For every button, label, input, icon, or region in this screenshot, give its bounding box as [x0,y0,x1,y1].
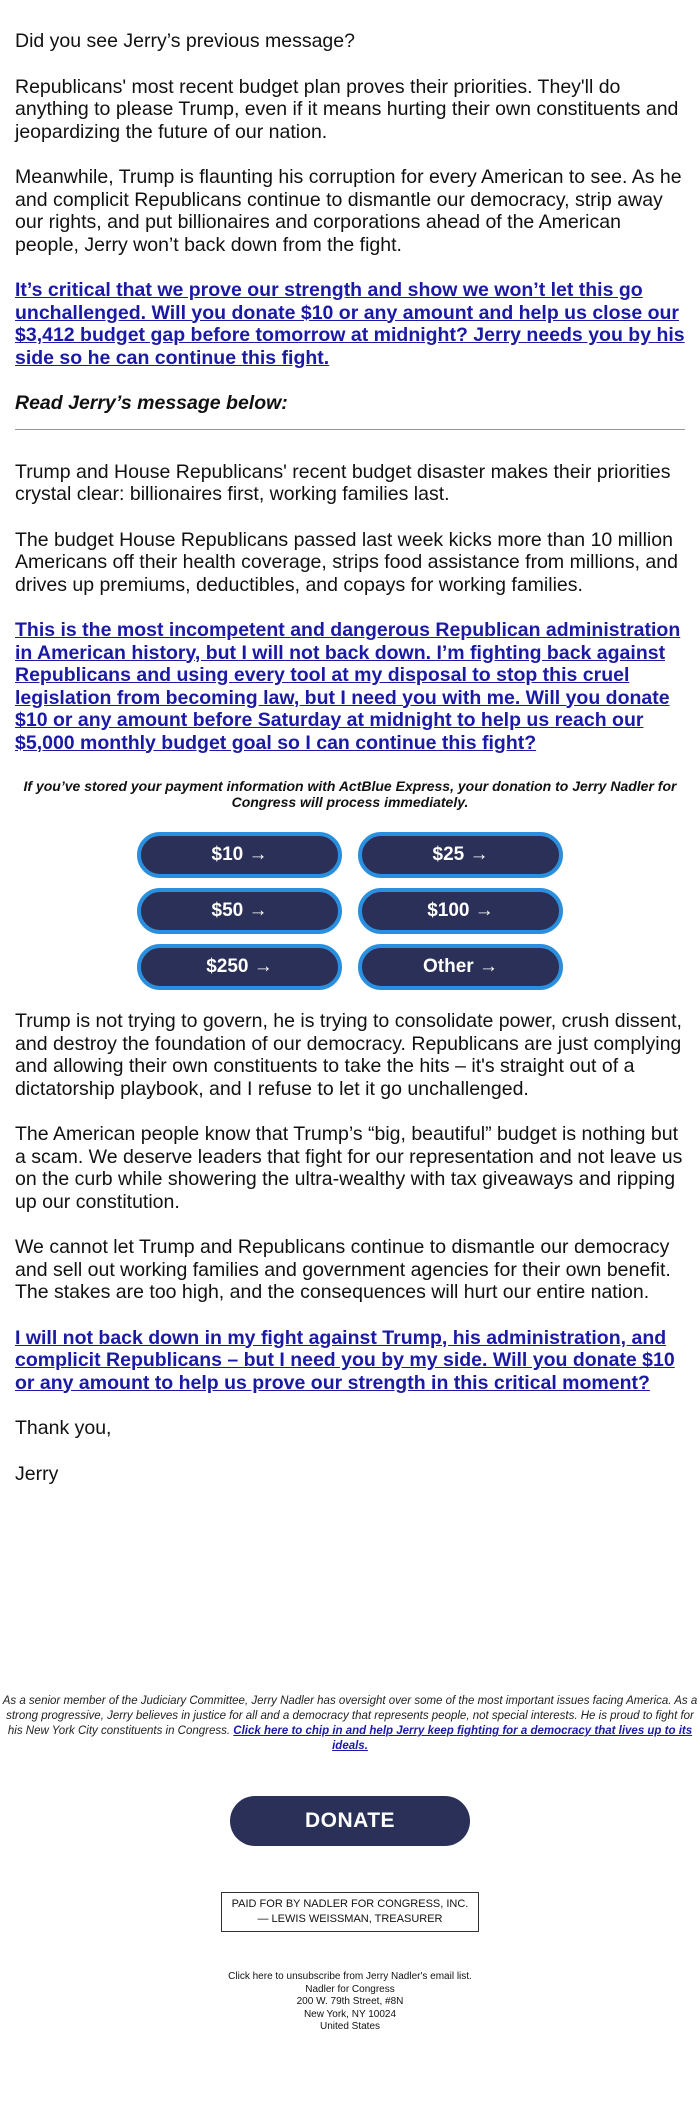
donate-button[interactable]: DONATE [230,1796,470,1846]
donation-button-grid [15,832,685,990]
footer-chip-in-link[interactable]: Click here to chip in and help Jerry keep fighting for a democracy that lives up to its ideals. [233,1725,693,1752]
org-name: Nadler for Congress [305,1983,395,1995]
intro-cta-link[interactable]: It’s critical that we prove our strength and show we won’t let this go unchallenged. Will you donate $10 or any amount and help us close our $3,412 budget gap before tomorrow at midnight? Jerry needs you by his side so he can continue this fight. [15,279,685,369]
actblue-note: If you’ve stored your payment information with ActBlue Express, your donation to Jerry Nadler for Congress will process immediately. [23,778,677,810]
country: United States [319,2021,381,2032]
paid-for-box [221,1892,479,1932]
street-address: 200 W. 79th Street, #8N [296,1996,404,2007]
signoff: Thank you, [15,1417,112,1439]
paid-for-line: PAID FOR BY NADLER FOR CONGRESS, INC. [231,1898,469,1910]
divider [15,429,685,430]
unsubscribe-link[interactable]: Click here to unsubscribe from Jerry Nadler's email list. [228,1971,472,1982]
message-cta-link[interactable]: This is the most incompetent and dangerous Republican administration in American history, but I will not back down. I’m fighting back against Republicans and using every tool at my disposal to stop this cruel legislation from becoming law, but I need you with me. Will you donate $10 or any amount before Saturday at midnight to help us reach our $5,000 monthly budget goal so I can continue this fight? [15,619,681,754]
footer-about-text: As a senior member of the Judiciary Committee, Jerry Nadler has oversight over some of the most important issues facing America. As a strong progressive, Jerry believes in justice for all and a democracy that represents people, not special interests. He is proud to fight for his New York City constituents in Congress. [2,1695,698,1737]
intro-question: Did you see Jerry’s previous message? [15,30,355,52]
closing-cta [15,1327,685,1395]
footer-address [0,1971,700,2034]
message-paragraph: The American people know that Trump’s “big, beautiful” budget is nothing but a scam. We deserve leaders that fight for our representation and not leave us on the curb while showering the ultra-wealthy with tax giveaways and ripping up our constitution. [15,1123,683,1213]
read-below-heading: Read Jerry’s message below: [15,392,288,414]
email-body [15,30,685,1485]
intro-paragraph: Republicans' most recent budget plan proves their priorities. They'll do anything to please Trump, even if it means hurting their own constituents and jeopardizing the future of our nation. [15,75,679,143]
message-paragraph: The budget House Republicans passed last week kicks more than 10 million Americans off their health coverage, strips food assistance from millions, and drives up premiums, deductibles, and copays for working families. [15,528,678,596]
donate-10-button[interactable]: $10 → [137,832,342,878]
city-state-zip: New York, NY 10024 [303,2008,397,2020]
message-paragraph: Trump is not trying to govern, he is trying to consolidate power, crush dissent, and destroy the foundation of our democracy. Republicans are just complying and allowing their own constituents to take the hits – it's straight out of a dictatorship playbook, and I refuse to let it go unchallenged. [15,1010,682,1100]
intro-paragraph: Meanwhile, Trump is flaunting his corruption for every American to see. As he and complicit Republicans continue to dismantle our democracy, strip away our rights, and put billionaires and corporations ahead of the American people, Jerry won’t back down from the fight. [15,166,682,256]
donate-250-button[interactable]: $250 → [137,944,342,990]
intro-cta [15,279,685,369]
donate-50-button[interactable]: $50 → [137,888,342,934]
footer-about [0,1694,700,1754]
donate-25-button[interactable]: $25 → [358,832,563,878]
message-paragraph: We cannot let Trump and Republicans continue to dismantle our democracy and sell out working families and government agencies for their own benefit. The stakes are too high, and the consequences will hurt our entire nation. [15,1236,671,1303]
message-cta [15,619,685,754]
donate-other-button[interactable]: Other → [358,944,563,990]
message-paragraph: Trump and House Republicans' recent budget disaster makes their priorities crystal clear: billionaires first, working families last. [15,460,671,505]
signature: Jerry [15,1462,59,1485]
treasurer-line: — LEWIS WEISSMAN, TREASURER [257,1913,443,1925]
closing-cta-link[interactable]: I will not back down in my fight against Trump, his administration, and complicit Republicans – but I need you by my side. Will you donate $10 or any amount to help us prove our strength in this critical moment? [15,1326,675,1394]
donate-100-button[interactable]: $100 → [358,888,563,934]
